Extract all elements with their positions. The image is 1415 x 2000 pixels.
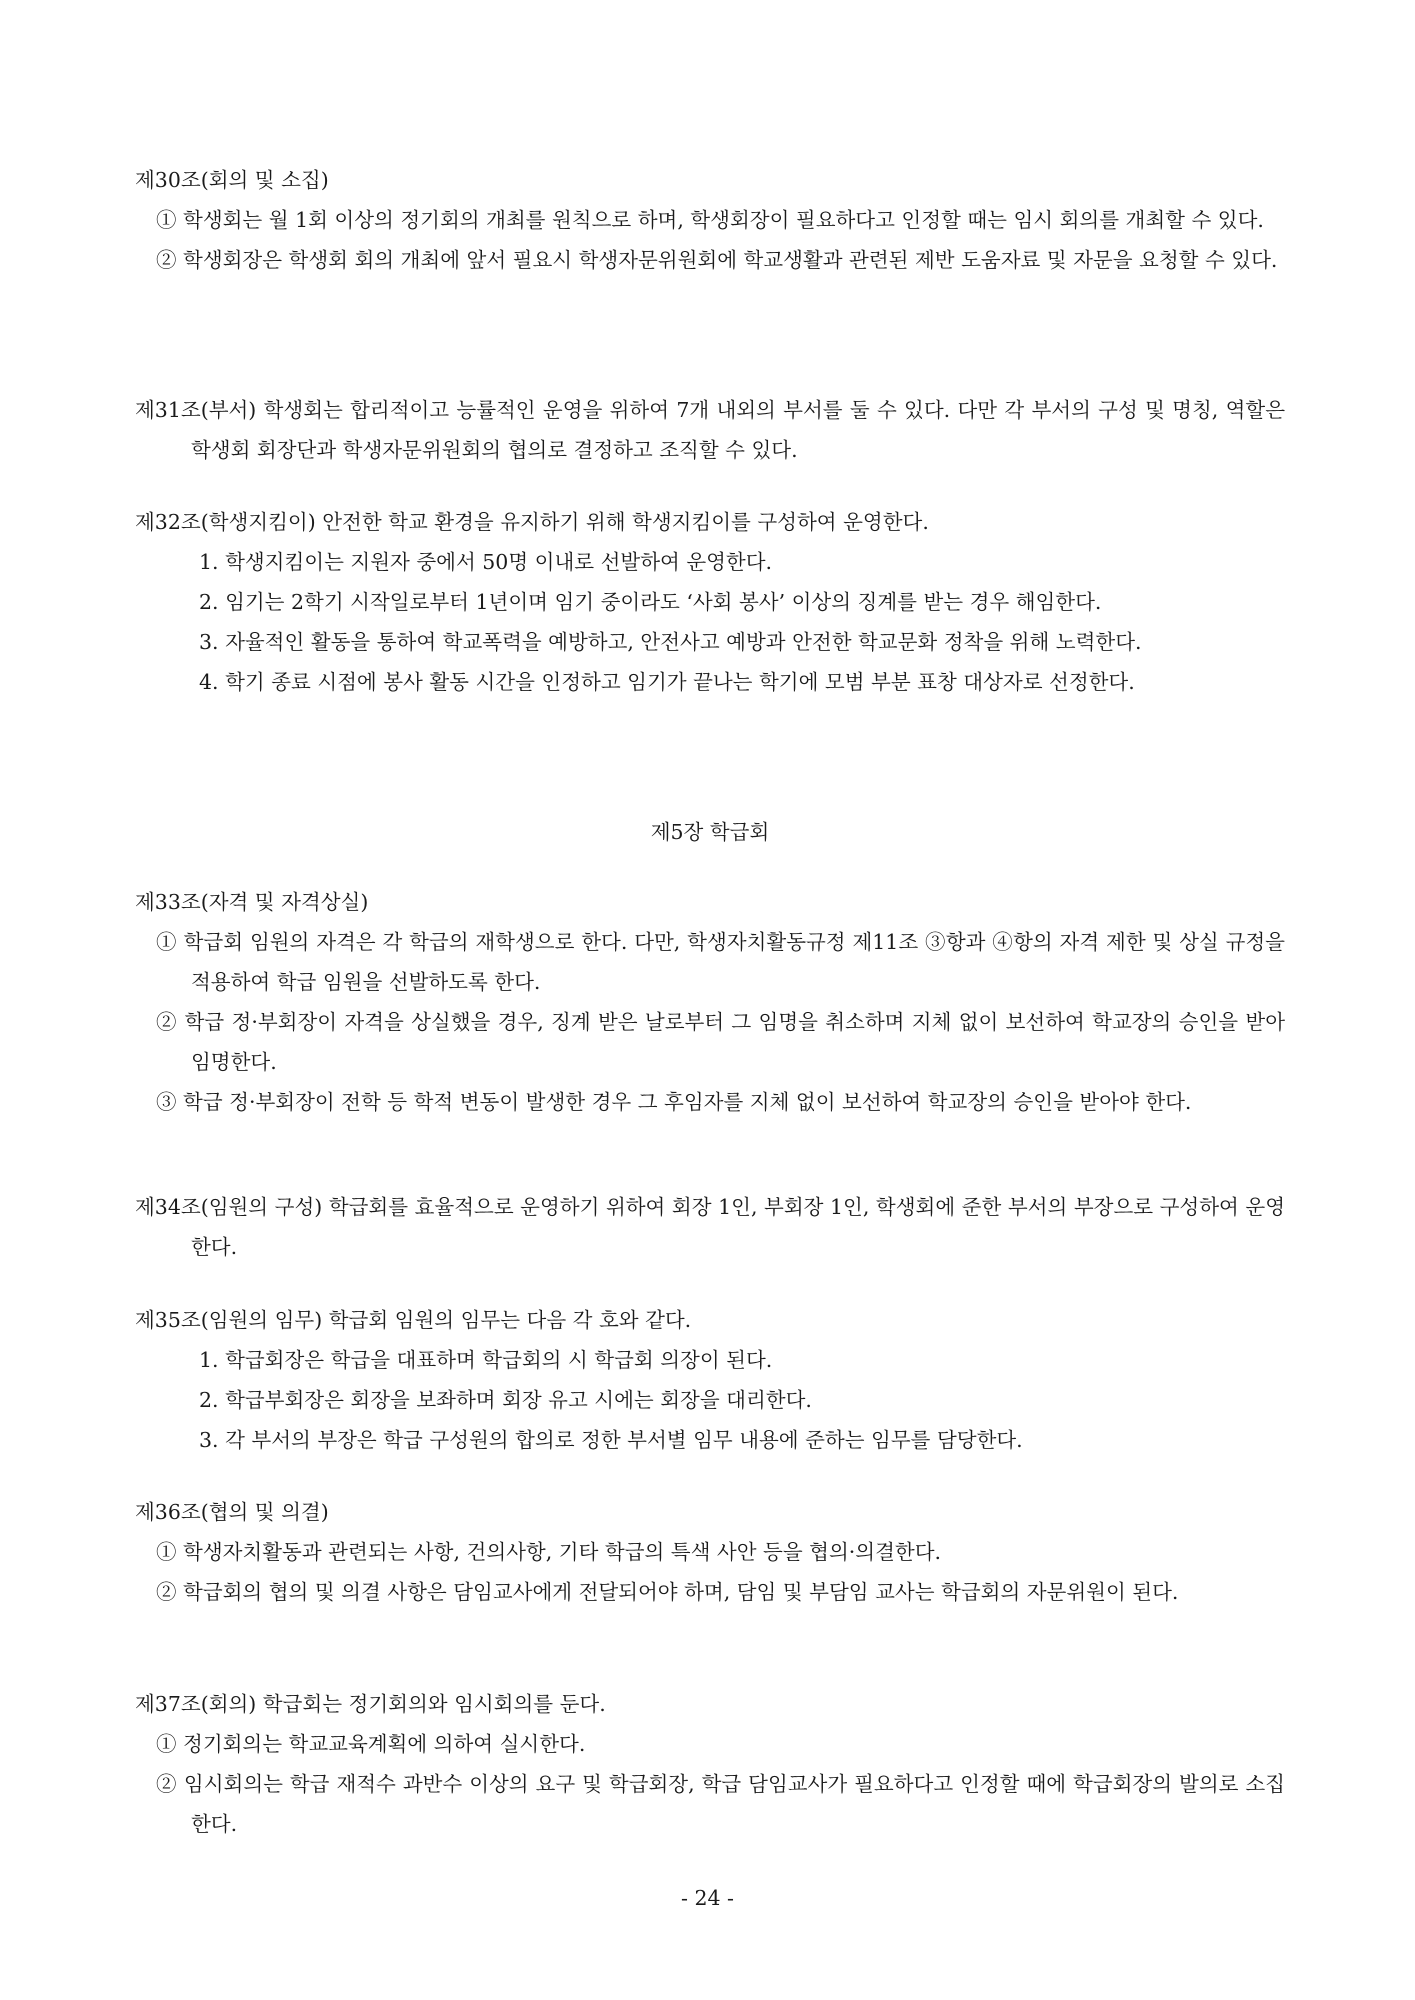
article-35-item-3: 3. 각 부서의 부장은 학급 구성원의 합의로 정한 부서별 임무 내용에 준하는 임무를 담당한다. (199, 1428, 1023, 1452)
article-33-item-2: ② 학급 정·부회장이 자격을 상실했을 경우, 징계 받은 날로부터 그 임명을 취소하며 지체 없이 보선하여 학교장의 승인을 받아 임명한다. (156, 1010, 1285, 1074)
article-32-item-1: 1. 학생지킴이는 지원자 중에서 50명 이내로 선발하여 운영한다. (199, 550, 773, 574)
article-37-heading: 제37조(회의) 학급회는 정기회의와 임시회의를 둔다. (135, 1692, 606, 1716)
article-31-text: 제31조(부서) 학생회는 합리적이고 능률적인 운영을 위하여 7개 내외의 부서를 둘 수 있다. 다만 각 부서의 구성 및 명칭, 역할은 학생회 회장단과 학생자문위원회의 협의로 결정하고 조직할 수 있다. (135, 398, 1285, 462)
article-30-item-2: ② 학생회장은 학생회 회의 개최에 앞서 필요시 학생자문위원회에 학교생활과 관련된 제반 도움자료 및 자문을 요청할 수 있다. (156, 248, 1278, 272)
article-33-heading: 제33조(자격 및 자격상실) (135, 890, 369, 914)
article-32-heading: 제32조(학생지킴이) 안전한 학교 환경을 유지하기 위해 학생지킴이를 구성하여 운영한다. (135, 510, 929, 534)
article-37-item-1: ① 정기회의는 학교교육계획에 의하여 실시한다. (156, 1732, 586, 1756)
article-32-item-2: 2. 임기는 2학기 시작일로부터 1년이며 임기 중이라도 ‘사회 봉사’ 이상의 징계를 받는 경우 해임한다. (199, 590, 1102, 614)
article-36-heading: 제36조(협의 및 의결) (135, 1500, 329, 1524)
article-32-item-4: 4. 학기 종료 시점에 봉사 활동 시간을 인정하고 임기가 끝나는 학기에 모범 부분 표창 대상자로 선정한다. (199, 670, 1135, 694)
article-37 (135, 1684, 1285, 1844)
article-33-item-1: ① 학급회 임원의 자격은 각 학급의 재학생으로 한다. 다만, 학생자치활동규정 제11조 ③항과 ④항의 자격 제한 및 상실 규정을 적용하여 학급 임원을 선발하도록 한다. (156, 930, 1285, 994)
article-32 (135, 502, 1285, 702)
article-35-item-1: 1. 학급회장은 학급을 대표하며 학급회의 시 학급회 의장이 된다. (199, 1348, 773, 1372)
article-30-heading: 제30조(회의 및 소집) (135, 168, 329, 192)
article-35-heading: 제35조(임원의 임무) 학급회 임원의 임무는 다음 각 호와 같다. (135, 1308, 692, 1332)
article-30-item-1: ① 학생회는 월 1회 이상의 정기회의 개최를 원칙으로 하며, 학생회장이 필요하다고 인정할 때는 임시 회의를 개최할 수 있다. (156, 208, 1264, 232)
article-36-item-1: ① 학생자치활동과 관련되는 사항, 건의사항, 기타 학급의 특색 사안 등을 협의·의결한다. (156, 1540, 942, 1564)
article-32-item-3: 3. 자율적인 활동을 통하여 학교폭력을 예방하고, 안전사고 예방과 안전한 학교문화 정착을 위해 노력한다. (199, 630, 1142, 654)
article-31 (135, 390, 1285, 470)
chapter-heading: 제5장 학급회 (650, 820, 770, 844)
article-37-item-2: ② 임시회의는 학급 재적수 과반수 이상의 요구 및 학급회장, 학급 담임교사가 필요하다고 인정할 때에 학급회장의 발의로 소집한다. (156, 1772, 1285, 1836)
article-34-text: 제34조(임원의 구성) 학급회를 효율적으로 운영하기 위하여 회장 1인, 부회장 1인, 학생회에 준한 부서의 부장으로 구성하여 운영한다. (135, 1195, 1285, 1259)
article-35-item-2: 2. 학급부회장은 회장을 보좌하며 회장 유고 시에는 회장을 대리한다. (199, 1388, 812, 1412)
article-33 (135, 882, 1285, 1122)
article-36 (135, 1492, 1285, 1612)
article-30 (135, 160, 1285, 280)
article-35 (135, 1300, 1285, 1460)
article-33-item-3: ③ 학급 정·부회장이 전학 등 학적 변동이 발생한 경우 그 후임자를 지체 없이 보선하여 학교장의 승인을 받아야 한다. (156, 1090, 1192, 1114)
article-34 (135, 1187, 1285, 1267)
article-36-item-2: ② 학급회의 협의 및 의결 사항은 담임교사에게 전달되어야 하며, 담임 및 부담임 교사는 학급회의 자문위원이 된다. (156, 1580, 1179, 1604)
page-number: - 24 - (681, 1886, 734, 1910)
